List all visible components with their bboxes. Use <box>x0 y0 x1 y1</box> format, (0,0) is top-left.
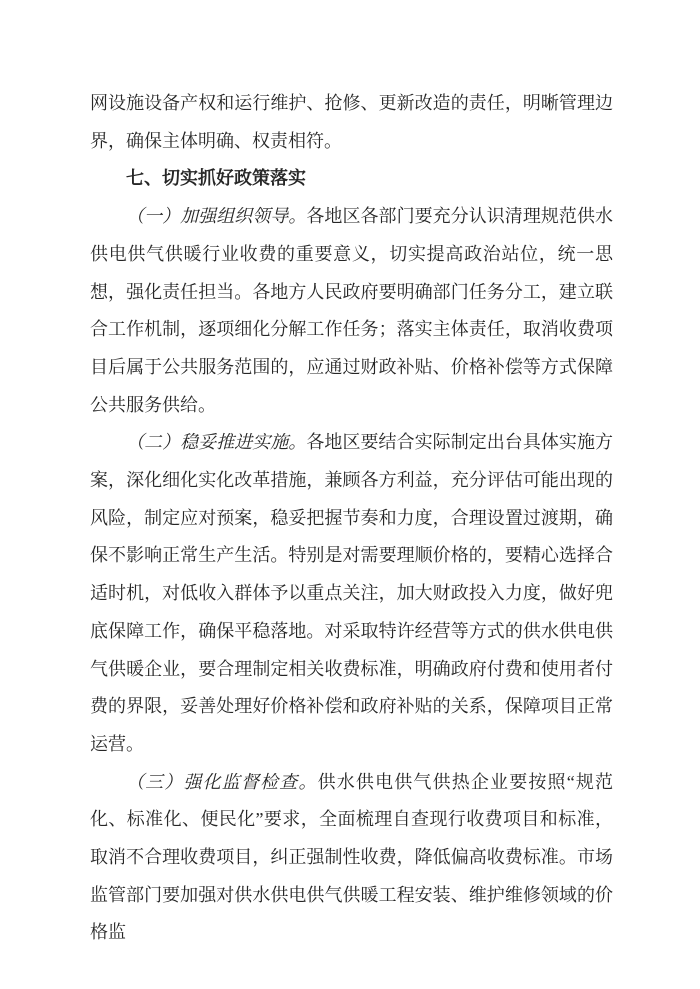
item-2-lead: （二）稳妥推进实施。 <box>126 432 307 453</box>
paragraph-item-3 <box>90 764 613 953</box>
paragraph-continuation: 网设施设备产权和运行维护、抢修、更新改造的责任，明晰管理边界，确保主体明确、权责相符。 <box>90 93 613 151</box>
item-2-body: 各地区要结合实际制定出台具体实施方案，深化细化实化改革措施，兼顾各方利益，充分评估可能出现的风险，制定应对预案，稳妥把握节奏和力度，合理设置过渡期，确保不影响正常生产生活。特别是对需要理顺价格的，要精心选择合适时机，对低收入群体予以重点关注，加大财政投入力度，做好兜底保障工作，确保平稳落地。对采取特许经营等方式的供水供电供气供暖企业，要合理制定相关收费标准，明确政府付费和使用者付费的界限，妥善处理好价格补偿和政府补贴的关系，保障项目正常运营。 <box>90 432 614 754</box>
paragraph-item-1 <box>90 198 613 424</box>
item-3-lead: （三）强化监督检查。 <box>126 771 318 792</box>
item-1-body: 各地区各部门要充分认识清理规范供水供电供气供暖行业收费的重要意义，切实提高政治站位，统一思想，强化责任担当。各地方人民政府要明确部门任务分工，建立联合工作机制，逐项细化分解工作任务；落实主体责任，取消收费项目后属于公共服务范围的，应通过财政补贴、价格补偿等方式保障公共服务供给。 <box>90 206 614 415</box>
item-3-body: 供水供电供气供热企业要按照“规范化、标准化、便民化”要求，全面梳理自查现行收费项目和标准，取消不合理收费项目，纠正强制性收费，降低偏高收费标准。市场监管部门要加强对供水供电供气供暖工程安装、维护维修领域的价格监 <box>90 771 613 943</box>
item-1-lead: （一）加强组织领导。 <box>126 206 307 227</box>
section-heading: 七、切实抓好政策落实 <box>126 168 306 189</box>
paragraph-item-2 <box>90 424 613 763</box>
